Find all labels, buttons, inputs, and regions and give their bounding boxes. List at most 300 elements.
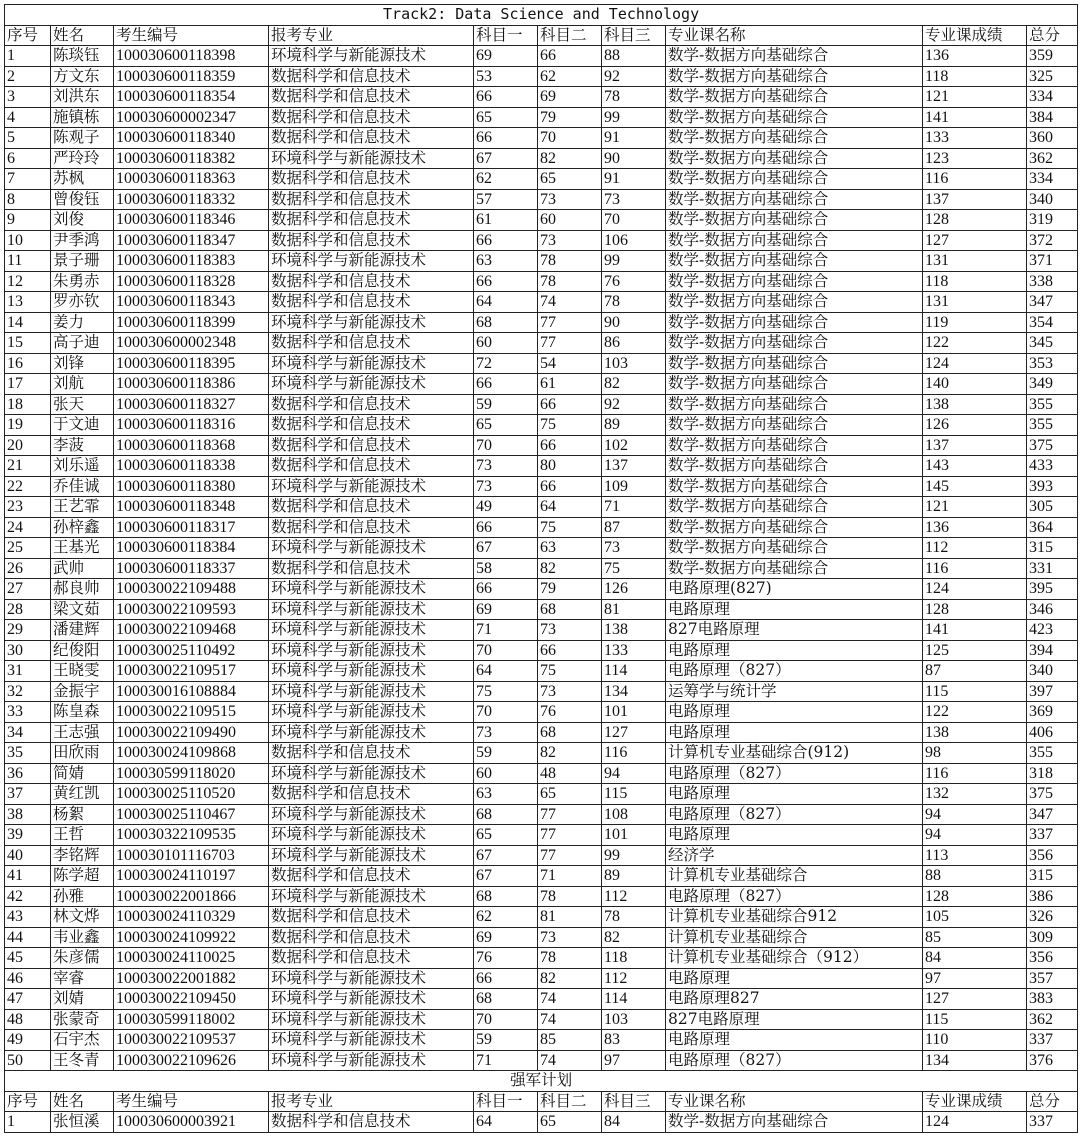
table-row <box>5 251 1078 272</box>
cell-major: 数据科学和信息技术 <box>269 394 474 415</box>
cell-subject-3: 97 <box>602 1050 666 1071</box>
cell-major: 环境科学与新能源技术 <box>269 661 474 682</box>
cell-exam-id: 100030600118327 <box>114 394 269 415</box>
cell-major: 环境科学与新能源技术 <box>269 989 474 1010</box>
cell-subject-1: 66 <box>474 271 538 292</box>
cell-subject-3: 103 <box>602 1009 666 1030</box>
cell-subject-2: 66 <box>538 435 602 456</box>
cell-course-score: 87 <box>923 661 1027 682</box>
cell-course-name: 数学-数据方向基础综合 <box>666 128 923 149</box>
cell-subject-3: 92 <box>602 394 666 415</box>
cell-name: 罗亦钦 <box>51 292 114 313</box>
cell-major: 数据科学和信息技术 <box>269 128 474 149</box>
cell-subject-2: 73 <box>538 927 602 948</box>
cell-major: 环境科学与新能源技术 <box>269 148 474 169</box>
cell-subject-3: 75 <box>602 558 666 579</box>
cell-subject-1: 75 <box>474 681 538 702</box>
cell-subject-2: 71 <box>538 866 602 887</box>
cell-course-name: 数学-数据方向基础综合 <box>666 394 923 415</box>
cell-name: 曾俊钰 <box>51 189 114 210</box>
cell-subject-3: 89 <box>602 866 666 887</box>
cell-course-score: 84 <box>923 948 1027 969</box>
table-row <box>5 968 1078 989</box>
cell-exam-id: 100030600118382 <box>114 148 269 169</box>
table-row <box>5 333 1078 354</box>
cell-total: 362 <box>1027 1009 1078 1030</box>
table-row <box>5 497 1078 518</box>
cell-course-score: 143 <box>923 456 1027 477</box>
cell-course-score: 85 <box>923 927 1027 948</box>
cell-index: 1 <box>5 46 51 67</box>
cell-course-name: 经济学 <box>666 845 923 866</box>
cell-course-score: 138 <box>923 722 1027 743</box>
cell-subject-3: 103 <box>602 353 666 374</box>
cell-exam-id: 100030600118399 <box>114 312 269 333</box>
cell-major: 环境科学与新能源技术 <box>269 968 474 989</box>
cell-subject-2: 74 <box>538 989 602 1010</box>
cell-name: 梁文茹 <box>51 599 114 620</box>
table-row <box>5 845 1078 866</box>
table-row <box>5 825 1078 846</box>
cell-exam-id: 100030022001882 <box>114 968 269 989</box>
cell-subject-1: 68 <box>474 886 538 907</box>
cell-total: 334 <box>1027 87 1078 108</box>
cell-total: 356 <box>1027 845 1078 866</box>
cell-course-name: 电路原理 <box>666 640 923 661</box>
cell-major: 环境科学与新能源技术 <box>269 763 474 784</box>
cell-name: 刘锋 <box>51 353 114 374</box>
cell-exam-id: 100030024110025 <box>114 948 269 969</box>
table-row <box>5 271 1078 292</box>
cell-subject-1: 61 <box>474 210 538 231</box>
table-row <box>5 804 1078 825</box>
cell-total: 318 <box>1027 763 1078 784</box>
cell-index: 40 <box>5 845 51 866</box>
cell-subject-3: 87 <box>602 517 666 538</box>
cell-subject-2: 54 <box>538 353 602 374</box>
cell-course-score: 94 <box>923 804 1027 825</box>
cell-exam-id: 100030600118354 <box>114 87 269 108</box>
cell-major: 环境科学与新能源技术 <box>269 681 474 702</box>
cell-course-score: 136 <box>923 46 1027 67</box>
column-header-name: 姓名 <box>51 1091 114 1112</box>
cell-course-name: 运筹学与统计学 <box>666 681 923 702</box>
column-header-total: 总分 <box>1027 25 1078 46</box>
cell-course-name: 数学-数据方向基础综合 <box>666 476 923 497</box>
header-row <box>5 1091 1078 1112</box>
cell-exam-id: 100030322109535 <box>114 825 269 846</box>
cell-index: 48 <box>5 1009 51 1030</box>
cell-major: 环境科学与新能源技术 <box>269 722 474 743</box>
cell-exam-id: 100030024109922 <box>114 927 269 948</box>
cell-subject-3: 91 <box>602 169 666 190</box>
cell-course-name: 电路原理 <box>666 784 923 805</box>
cell-subject-1: 67 <box>474 148 538 169</box>
cell-course-name: 电路原理827 <box>666 989 923 1010</box>
cell-subject-2: 76 <box>538 702 602 723</box>
cell-index: 25 <box>5 538 51 559</box>
table-row <box>5 128 1078 149</box>
cell-total: 345 <box>1027 333 1078 354</box>
cell-course-name: 数学-数据方向基础综合 <box>666 169 923 190</box>
cell-subject-2: 79 <box>538 579 602 600</box>
cell-subject-1: 58 <box>474 558 538 579</box>
cell-name: 王冬青 <box>51 1050 114 1071</box>
cell-name: 李菠 <box>51 435 114 456</box>
cell-major: 数据科学和信息技术 <box>269 784 474 805</box>
cell-major: 环境科学与新能源技术 <box>269 1050 474 1071</box>
cell-major: 环境科学与新能源技术 <box>269 579 474 600</box>
cell-total: 372 <box>1027 230 1078 251</box>
column-header-exam-id: 考生编号 <box>114 25 269 46</box>
cell-index: 10 <box>5 230 51 251</box>
cell-course-score: 124 <box>923 353 1027 374</box>
table-row <box>5 517 1078 538</box>
cell-course-name: 数学-数据方向基础综合 <box>666 497 923 518</box>
cell-major: 环境科学与新能源技术 <box>269 251 474 272</box>
cell-total: 397 <box>1027 681 1078 702</box>
cell-subject-3: 99 <box>602 251 666 272</box>
cell-subject-1: 66 <box>474 517 538 538</box>
cell-subject-3: 83 <box>602 1030 666 1051</box>
cell-subject-2: 65 <box>538 169 602 190</box>
cell-subject-3: 137 <box>602 456 666 477</box>
cell-subject-2: 64 <box>538 497 602 518</box>
cell-name: 严玲玲 <box>51 148 114 169</box>
cell-index: 33 <box>5 702 51 723</box>
cell-subject-3: 138 <box>602 620 666 641</box>
cell-total: 349 <box>1027 374 1078 395</box>
cell-exam-id: 100030600118395 <box>114 353 269 374</box>
cell-major: 数据科学和信息技术 <box>269 927 474 948</box>
cell-index: 3 <box>5 87 51 108</box>
table-title: Track2: Data Science and Technology <box>5 5 1078 26</box>
cell-course-name: 电路原理（827） <box>666 886 923 907</box>
cell-course-name: 数学-数据方向基础综合 <box>666 251 923 272</box>
cell-exam-id: 100030600118346 <box>114 210 269 231</box>
cell-subject-1: 60 <box>474 333 538 354</box>
cell-course-name: 数学-数据方向基础综合 <box>666 538 923 559</box>
cell-subject-3: 73 <box>602 538 666 559</box>
cell-index: 12 <box>5 271 51 292</box>
cell-index: 39 <box>5 825 51 846</box>
cell-subject-1: 66 <box>474 374 538 395</box>
cell-name: 姜力 <box>51 312 114 333</box>
cell-course-name: 数学-数据方向基础综合 <box>666 230 923 251</box>
table-row <box>5 210 1078 231</box>
cell-subject-3: 118 <box>602 948 666 969</box>
cell-major: 数据科学和信息技术 <box>269 271 474 292</box>
cell-index: 13 <box>5 292 51 313</box>
cell-index: 42 <box>5 886 51 907</box>
table-row <box>5 374 1078 395</box>
cell-exam-id: 100030022109468 <box>114 620 269 641</box>
cell-major: 数据科学和信息技术 <box>269 558 474 579</box>
cell-subject-1: 65 <box>474 107 538 128</box>
cell-subject-2: 62 <box>538 66 602 87</box>
cell-subject-3: 101 <box>602 825 666 846</box>
cell-subject-2: 77 <box>538 333 602 354</box>
cell-name: 潘建辉 <box>51 620 114 641</box>
table-row <box>5 1112 1078 1133</box>
cell-subject-3: 86 <box>602 333 666 354</box>
cell-course-name: 数学-数据方向基础综合 <box>666 374 923 395</box>
cell-subject-2: 66 <box>538 476 602 497</box>
cell-exam-id: 100030600118337 <box>114 558 269 579</box>
cell-name: 乔佳诚 <box>51 476 114 497</box>
cell-exam-id: 100030022109537 <box>114 1030 269 1051</box>
column-header-index: 序号 <box>5 1091 51 1112</box>
cell-subject-1: 68 <box>474 804 538 825</box>
cell-index: 22 <box>5 476 51 497</box>
cell-subject-3: 108 <box>602 804 666 825</box>
cell-course-name: 电路原理 <box>666 825 923 846</box>
column-header-exam-id: 考生编号 <box>114 1091 269 1112</box>
cell-total: 355 <box>1027 743 1078 764</box>
cell-course-name: 数学-数据方向基础综合 <box>666 210 923 231</box>
cell-course-score: 128 <box>923 599 1027 620</box>
cell-total: 433 <box>1027 456 1078 477</box>
cell-course-name: 电路原理(827) <box>666 579 923 600</box>
cell-name: 纪俊阳 <box>51 640 114 661</box>
cell-course-name: 数学-数据方向基础综合 <box>666 46 923 67</box>
table-row <box>5 476 1078 497</box>
cell-exam-id: 100030600118338 <box>114 456 269 477</box>
cell-subject-1: 68 <box>474 989 538 1010</box>
cell-major: 数据科学和信息技术 <box>269 948 474 969</box>
cell-name: 韦业鑫 <box>51 927 114 948</box>
cell-index: 18 <box>5 394 51 415</box>
cell-course-name: 电路原理 <box>666 1030 923 1051</box>
cell-index: 5 <box>5 128 51 149</box>
cell-course-score: 116 <box>923 558 1027 579</box>
cell-subject-2: 61 <box>538 374 602 395</box>
cell-subject-3: 116 <box>602 743 666 764</box>
cell-subject-1: 66 <box>474 230 538 251</box>
cell-course-score: 132 <box>923 784 1027 805</box>
cell-index: 46 <box>5 968 51 989</box>
cell-subject-2: 82 <box>538 968 602 989</box>
cell-exam-id: 100030600118359 <box>114 66 269 87</box>
cell-course-score: 113 <box>923 845 1027 866</box>
column-header-subject-1: 科目一 <box>474 1091 538 1112</box>
cell-total: 369 <box>1027 702 1078 723</box>
cell-subject-1: 59 <box>474 1030 538 1051</box>
cell-subject-2: 68 <box>538 722 602 743</box>
cell-course-score: 134 <box>923 1050 1027 1071</box>
cell-exam-id: 100030600118398 <box>114 46 269 67</box>
cell-course-score: 136 <box>923 517 1027 538</box>
cell-major: 环境科学与新能源技术 <box>269 1009 474 1030</box>
cell-total: 386 <box>1027 886 1078 907</box>
cell-total: 325 <box>1027 66 1078 87</box>
cell-name: 孙梓鑫 <box>51 517 114 538</box>
cell-course-score: 119 <box>923 312 1027 333</box>
table-row <box>5 456 1078 477</box>
cell-exam-id: 100030600118343 <box>114 292 269 313</box>
cell-total: 340 <box>1027 661 1078 682</box>
cell-subject-3: 73 <box>602 189 666 210</box>
cell-course-score: 141 <box>923 107 1027 128</box>
cell-exam-id: 100030024110329 <box>114 907 269 928</box>
cell-name: 方文东 <box>51 66 114 87</box>
cell-subject-1: 73 <box>474 456 538 477</box>
cell-subject-2: 73 <box>538 230 602 251</box>
table-row <box>5 620 1078 641</box>
cell-course-score: 121 <box>923 497 1027 518</box>
cell-subject-1: 69 <box>474 46 538 67</box>
cell-subject-2: 75 <box>538 661 602 682</box>
cell-course-score: 128 <box>923 886 1027 907</box>
cell-course-name: 数学-数据方向基础综合 <box>666 456 923 477</box>
column-header-course-score: 专业课成绩 <box>923 25 1027 46</box>
cell-subject-2: 82 <box>538 148 602 169</box>
cell-subject-3: 81 <box>602 599 666 620</box>
cell-name: 张天 <box>51 394 114 415</box>
cell-major: 环境科学与新能源技术 <box>269 312 474 333</box>
cell-course-name: 数学-数据方向基础综合 <box>666 292 923 313</box>
cell-major: 数据科学和信息技术 <box>269 435 474 456</box>
cell-subject-2: 74 <box>538 1009 602 1030</box>
cell-exam-id: 100030600003921 <box>114 1112 269 1133</box>
table-body <box>5 5 1078 1133</box>
cell-name: 陈学超 <box>51 866 114 887</box>
cell-name: 金振宇 <box>51 681 114 702</box>
column-header-total: 总分 <box>1027 1091 1078 1112</box>
cell-total: 337 <box>1027 825 1078 846</box>
cell-exam-id: 100030600118328 <box>114 271 269 292</box>
cell-name: 王艺霏 <box>51 497 114 518</box>
cell-exam-id: 100030600118332 <box>114 189 269 210</box>
cell-major: 数据科学和信息技术 <box>269 66 474 87</box>
cell-exam-id: 100030025110467 <box>114 804 269 825</box>
cell-index: 20 <box>5 435 51 456</box>
cell-course-score: 112 <box>923 538 1027 559</box>
cell-course-score: 123 <box>923 148 1027 169</box>
table-row <box>5 66 1078 87</box>
cell-subject-1: 76 <box>474 948 538 969</box>
cell-total: 357 <box>1027 968 1078 989</box>
cell-subject-1: 63 <box>474 784 538 805</box>
cell-total: 393 <box>1027 476 1078 497</box>
column-header-name: 姓名 <box>51 25 114 46</box>
table-row <box>5 722 1078 743</box>
cell-course-score: 141 <box>923 620 1027 641</box>
cell-name: 朱彦儒 <box>51 948 114 969</box>
cell-name: 杨絮 <box>51 804 114 825</box>
cell-subject-2: 73 <box>538 189 602 210</box>
cell-course-name: 数学-数据方向基础综合 <box>666 333 923 354</box>
cell-subject-2: 77 <box>538 825 602 846</box>
cell-subject-1: 73 <box>474 476 538 497</box>
cell-course-name: 数学-数据方向基础综合 <box>666 415 923 436</box>
table-row <box>5 927 1078 948</box>
cell-name: 景子珊 <box>51 251 114 272</box>
cell-subject-1: 60 <box>474 763 538 784</box>
cell-total: 356 <box>1027 948 1078 969</box>
cell-major: 数据科学和信息技术 <box>269 230 474 251</box>
cell-course-score: 131 <box>923 251 1027 272</box>
cell-name: 黄红凯 <box>51 784 114 805</box>
cell-total: 375 <box>1027 435 1078 456</box>
cell-exam-id: 100030022001866 <box>114 886 269 907</box>
cell-course-name: 数学-数据方向基础综合 <box>666 66 923 87</box>
table-row <box>5 599 1078 620</box>
cell-subject-1: 66 <box>474 579 538 600</box>
table-row <box>5 681 1078 702</box>
cell-subject-1: 63 <box>474 251 538 272</box>
cell-index: 28 <box>5 599 51 620</box>
table-row <box>5 169 1078 190</box>
cell-exam-id: 100030025110520 <box>114 784 269 805</box>
cell-subject-2: 60 <box>538 210 602 231</box>
cell-course-score: 88 <box>923 866 1027 887</box>
cell-course-score: 124 <box>923 579 1027 600</box>
cell-course-score: 125 <box>923 640 1027 661</box>
cell-exam-id: 100030600118340 <box>114 128 269 149</box>
header-row <box>5 25 1078 46</box>
cell-index: 36 <box>5 763 51 784</box>
cell-name: 王晓雯 <box>51 661 114 682</box>
cell-index: 11 <box>5 251 51 272</box>
cell-subject-1: 71 <box>474 1050 538 1071</box>
cell-exam-id: 100030022109515 <box>114 702 269 723</box>
table-row <box>5 107 1078 128</box>
cell-subject-3: 112 <box>602 886 666 907</box>
section-title-row <box>5 1071 1078 1092</box>
cell-index: 17 <box>5 374 51 395</box>
section-title: 强军计划 <box>5 1071 1078 1092</box>
cell-exam-id: 100030600118363 <box>114 169 269 190</box>
cell-total: 315 <box>1027 538 1078 559</box>
cell-index: 50 <box>5 1050 51 1071</box>
cell-index: 23 <box>5 497 51 518</box>
column-header-course-name: 专业课名称 <box>666 25 923 46</box>
table-row <box>5 46 1078 67</box>
cell-course-score: 118 <box>923 271 1027 292</box>
cell-subject-1: 62 <box>474 169 538 190</box>
cell-major: 数据科学和信息技术 <box>269 1112 474 1133</box>
cell-index: 35 <box>5 743 51 764</box>
cell-course-score: 137 <box>923 189 1027 210</box>
cell-name: 王基光 <box>51 538 114 559</box>
cell-total: 305 <box>1027 497 1078 518</box>
cell-subject-2: 78 <box>538 948 602 969</box>
cell-name: 陈琰钰 <box>51 46 114 67</box>
cell-index: 44 <box>5 927 51 948</box>
cell-subject-2: 66 <box>538 394 602 415</box>
cell-subject-3: 82 <box>602 374 666 395</box>
table-row <box>5 148 1078 169</box>
cell-name: 林文烨 <box>51 907 114 928</box>
cell-total: 334 <box>1027 169 1078 190</box>
cell-subject-3: 112 <box>602 968 666 989</box>
cell-subject-1: 64 <box>474 292 538 313</box>
cell-subject-1: 64 <box>474 661 538 682</box>
cell-subject-3: 78 <box>602 292 666 313</box>
cell-exam-id: 100030600118386 <box>114 374 269 395</box>
cell-subject-3: 134 <box>602 681 666 702</box>
cell-course-name: 数学-数据方向基础综合 <box>666 312 923 333</box>
cell-course-name: 计算机专业基础综合912 <box>666 907 923 928</box>
cell-subject-1: 65 <box>474 825 538 846</box>
cell-total: 347 <box>1027 804 1078 825</box>
column-header-major: 报考专业 <box>269 25 474 46</box>
cell-total: 395 <box>1027 579 1078 600</box>
column-header-course-score: 专业课成绩 <box>923 1091 1027 1112</box>
cell-exam-id: 100030600118348 <box>114 497 269 518</box>
cell-subject-2: 74 <box>538 1050 602 1071</box>
